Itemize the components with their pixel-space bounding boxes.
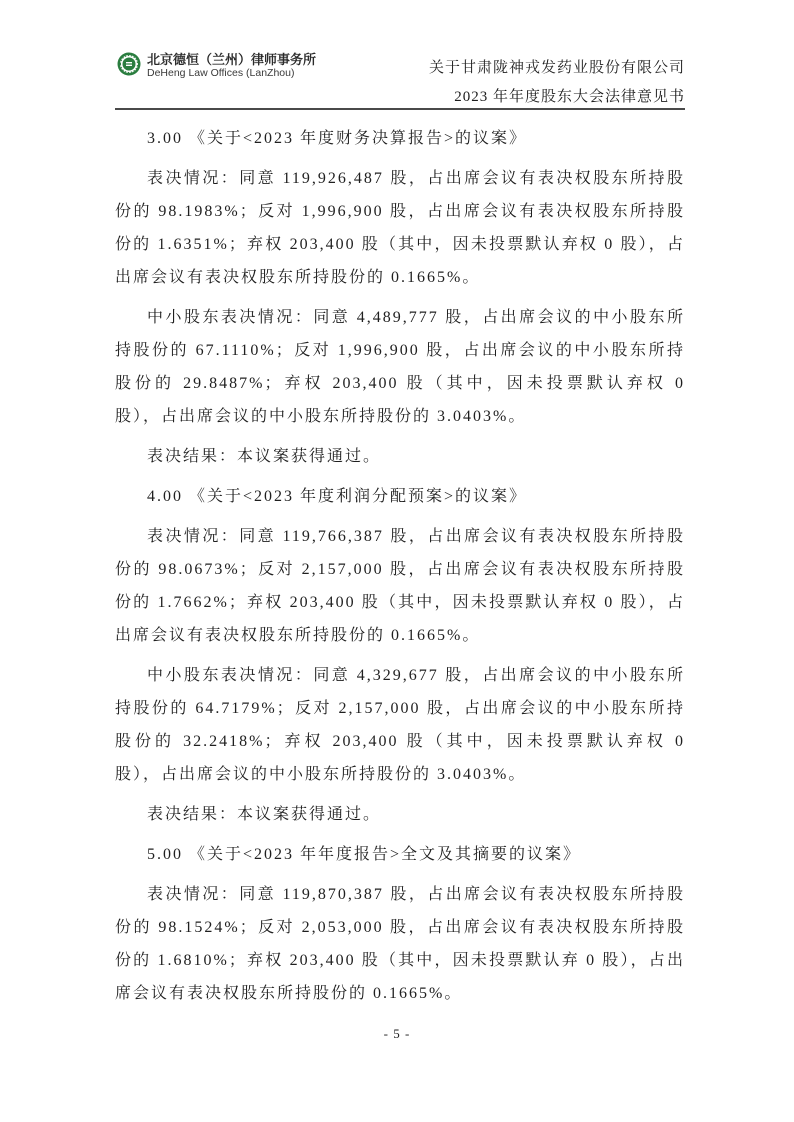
document-body <box>115 122 685 1017</box>
voting-outcome-line: 表决结果：本议案获得通过。 <box>147 806 382 823</box>
doc-title-company: 关于甘肃陇神戎发药业股份有限公司 <box>428 60 685 76</box>
proposal-heading-4: 4.00 《关于<2023 年度利润分配预案>的议案》 <box>147 488 528 505</box>
proposal-heading-3: 3.00 《关于<2023 年度财务决算报告>的议案》 <box>147 130 528 147</box>
firm-name-block <box>147 52 316 80</box>
deheng-logo-icon <box>117 52 141 76</box>
firm-name-en: DeHeng Law Offices (LanZhou) <box>147 67 295 79</box>
voting-result-paragraph: 表决情况：同意 119,926,487 股，占出席会议有表决权股东所持股份的 98.1983%；反对 1,996,900 股，占出席会议有表决权股东所持股份的 1.6351%；弃权 203,400 股（其中，因未投票默认弃权 0 股），占出席会议有表决权股东所持股份的 0.1665%。 <box>115 170 685 286</box>
proposal-heading-5: 5.00 《关于<2023 年年度报告>全文及其摘要的议案》 <box>147 846 582 863</box>
firm-logo-block <box>117 52 316 80</box>
page-header <box>115 50 685 110</box>
minority-voting-paragraph: 中小股东表决情况：同意 4,329,677 股，占出席会议的中小股东所持股份的 64.7179%；反对 2,157,000 股，占出席会议的中小股东所持股份的 32.2418%；弃权 203,400 股（其中，因未投票默认弃权 0 股），占出席会议的中小股东所持股份的 3.0403%。 <box>115 667 685 783</box>
header-titles <box>429 54 685 112</box>
voting-outcome-line: 表决结果：本议案获得通过。 <box>147 448 382 465</box>
doc-title-subject: 2023 年年度股东大会法律意见书 <box>454 89 685 105</box>
firm-name-zh: 北京德恒（兰州）律师事务所 <box>147 52 317 67</box>
page-number: - 5 - <box>383 1026 411 1041</box>
voting-result-paragraph: 表决情况：同意 119,870,387 股，占出席会议有表决权股东所持股份的 98.1524%；反对 2,053,000 股，占出席会议有表决权股东所持股份的 1.6810%；弃权 203,400 股（其中，因未投票默认弃 0 股），占出席会议有表决权股东所持股份的 0.1665%。 <box>115 886 685 1002</box>
minority-voting-paragraph: 中小股东表决情况：同意 4,489,777 股，占出席会议的中小股东所持股份的 67.1110%；反对 1,996,900 股，占出席会议的中小股东所持股份的 29.8487%；弃权 203,400 股（其中，因未投票默认弃权 0 股），占出席会议的中小股东所持股份的 3.0403%。 <box>115 309 685 425</box>
voting-result-paragraph: 表决情况：同意 119,766,387 股，占出席会议有表决权股东所持股份的 98.0673%；反对 2,157,000 股，占出席会议有表决权股东所持股份的 1.7662%；弃权 203,400 股（其中，因未投票默认弃权 0 股），占出席会议有表决权股东所持股份的 0.1665%。 <box>115 528 685 644</box>
